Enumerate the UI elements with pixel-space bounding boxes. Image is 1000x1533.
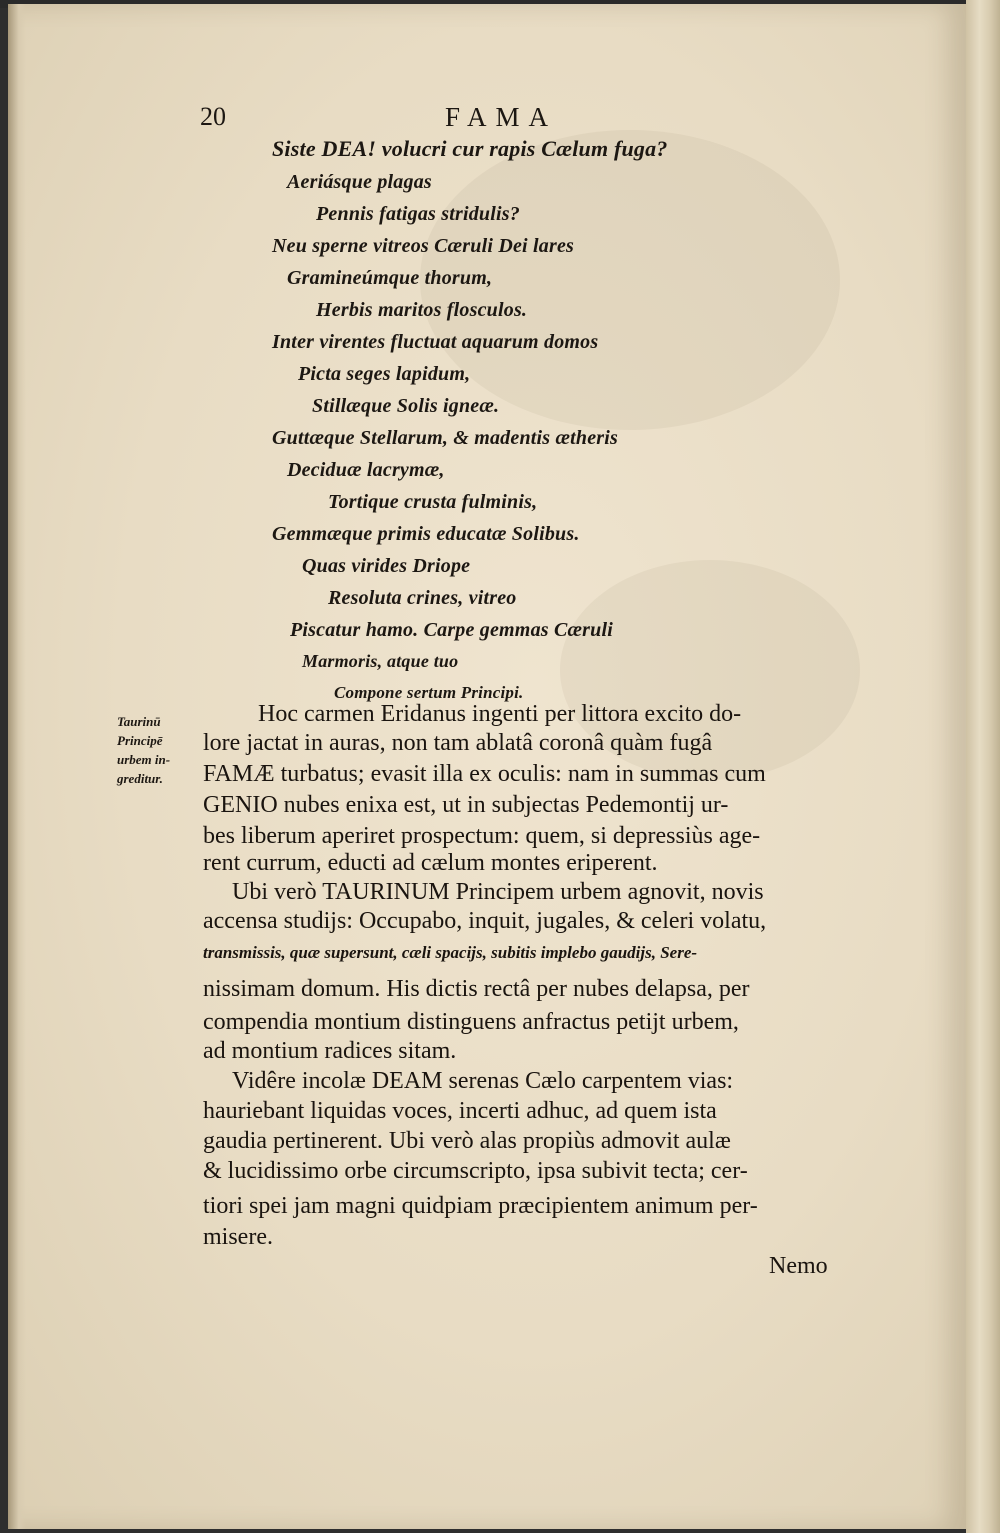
poem-line: Neu sperne vitreos Cæruli Dei lares [272,235,574,257]
prose-line: Vidêre incolæ DEAM serenas Cælo carpentem vias: [232,1068,734,1094]
catchword: Nemo [769,1253,828,1279]
poem-line: Tortique crusta fulminis, [328,491,538,513]
poem-line: Quas virides Driope [302,555,471,577]
poem-line: Inter virentes fluctuat aquarum domos [272,331,599,353]
marginal-note-line: Principē [117,733,163,748]
poem-line: Marmoris, atque tuo [302,651,459,671]
prose-line: tiori spei jam magni quidpiam præcipientem animum per- [203,1193,758,1219]
prose-line: nissimam domum. His dictis rectâ per nubes delapsa, per [203,976,750,1002]
poem-line: Siste DEA! volucri cur rapis Cælum fuga? [272,136,668,161]
prose-line: accensa studijs: Occupabo, inquit, jugales, & celeri volatu, [203,908,767,934]
poem-line: Gramineúmque thorum, [287,267,493,289]
poem-line: Compone sertum Principi. [334,683,524,702]
marginal-note [117,712,170,788]
prose-line: ad montium radices sitam. [203,1038,457,1064]
prose-line: & lucidissimo orbe circumscripto, ipsa subivit tecta; cer- [203,1158,748,1184]
prose-line: misere. [203,1224,273,1250]
poem-line: Guttæque Stellarum, & madentis ætheris [272,427,618,449]
poem-line: Herbis maritos flosculos. [316,299,528,321]
prose-line: FAMÆ turbatus; evasit illa ex oculis: nam in summas cum [203,761,766,787]
poem-line: Pennis fatigas stridulis? [316,203,520,225]
prose-line: lore jactat in auras, non tam ablatâ coronâ quàm fugâ [203,730,713,756]
poem [0,0,1000,700]
prose-line: gaudia pertinerent. Ubi verò alas propiùs admovit aulæ [203,1128,731,1154]
poem-line: Picta seges lapidum, [298,363,471,385]
poem-line: Stillæque Solis igneæ. [312,395,500,417]
running-title: FAMA [445,102,558,132]
marginal-note-line: urbem in- [117,752,171,767]
poem-line: Deciduæ lacrymæ, [287,459,445,481]
marginal-note-line: Taurinū [117,714,161,729]
prose-line: bes liberum aperiret prospectum: quem, si depressiùs age- [203,823,761,849]
poem-line: Piscatur hamo. Carpe gemmas Cæruli [290,619,613,641]
poem-line: Aeriásque plagas [287,171,432,193]
prose-line: Hoc carmen Eridanus ingenti per littora excito do- [258,701,742,727]
poem-line: Gemmæque primis educatæ Solibus. [272,523,580,545]
marginal-note-line: greditur. [117,771,163,786]
page-number: 20 [200,102,226,131]
prose-line: GENIO nubes enixa est, ut in subjectas Pedemontij ur- [203,792,729,818]
prose-line: hauriebant liquidas voces, incerti adhuc, ad quem ista [203,1098,717,1124]
prose-line: transmissis, quæ supersunt, cæli spacijs, subitis implebo gaudijs, Sere- [203,943,698,962]
prose-line: rent currum, educti ad cælum montes eriperent. [203,850,658,876]
prose-line: compendia montium distinguens anfractus petijt urbem, [203,1009,739,1035]
poem-line: Resoluta crines, vitreo [328,587,517,609]
prose-line: Ubi verò TAURINUM Principem urbem agnovit, novis [232,879,764,905]
